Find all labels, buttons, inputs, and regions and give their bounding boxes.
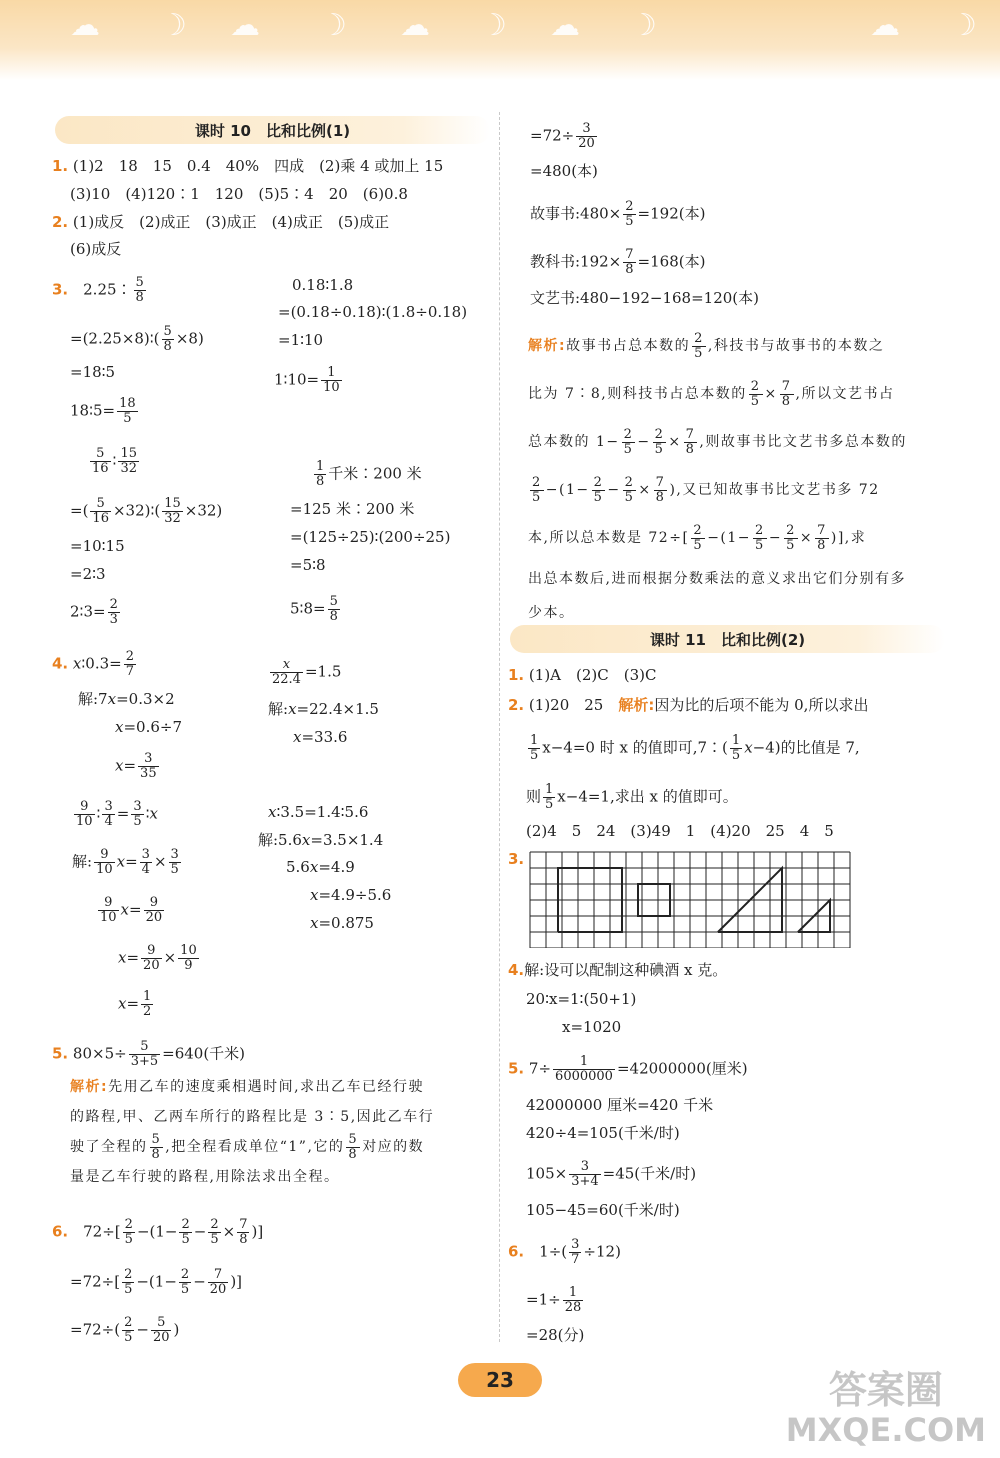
math-text: 1÷ [539, 1242, 562, 1261]
q3-line8: =2∶3 [70, 565, 106, 583]
analysis-text: 驶了全程的 [70, 1139, 148, 1155]
q4c-line2: 解:5.6x=3.5×1.4 [258, 831, 384, 849]
q4-line9: x= $\frac{1}{2}$ [118, 989, 152, 1019]
moon-icon: ☽ [480, 8, 507, 43]
math-text: 教科书:192× [530, 252, 622, 271]
l11-q5-line5: 105−45=60(千米/时) [526, 1201, 680, 1219]
q4-line7: $\frac{9}{10}$ x= $\frac{9}{20}$ [100, 895, 163, 925]
cloud-icon: ☁ [70, 8, 100, 43]
analysis-text: 量是乙车行驶的路程,用除法求出全程。 [70, 1169, 340, 1185]
question-number: 2. [52, 213, 69, 231]
question-number: 3. [508, 850, 525, 868]
l11-q4-line3: x=1020 [562, 1018, 622, 1036]
cloud-icon: ☁ [230, 8, 260, 43]
analysis-label: 解析: [618, 696, 655, 714]
header-banner [0, 0, 1000, 80]
l11-q1 [508, 666, 656, 684]
analysis-label: 解析: [70, 1079, 109, 1095]
l11-q2-line4: (2)4 5 24 (3)49 1 (4)20 25 4 5 [526, 822, 834, 840]
question-number: 4. [52, 654, 69, 673]
q5-analysis: 解析:先用乙车的速度乘相遇时间,求出乙车已经行驶 的路程,甲、乙两车所行的路程比是 3∶5,因此乙车行 驶了全程的 $\frac{5}{8}$ ,把全程看成单位“1”,它的 $\frac{5}{8}$ 对应的数 量是乙车行驶的路程,用除法求出全程。 [70, 1072, 490, 1192]
question-number: 4. [508, 961, 525, 979]
q4c-line5: x=0.875 [310, 914, 374, 932]
analysis-text: 少本。 [528, 605, 575, 621]
q3c-line1: $\frac{1}{8}$ 千米∶200 米 [316, 459, 422, 489]
analysis-text: 的路程,甲、乙两车所行的路程比是 3∶5,因此乙车行 [70, 1109, 435, 1125]
q2-line1 [52, 213, 389, 231]
l11-q3 [508, 850, 524, 868]
lesson-title-text: 课时 10 比和比例(1) [194, 121, 351, 140]
analysis-text: ,又已知故事书比文艺书多 72 [676, 482, 880, 498]
answer-text: (1)成反 (2)成正 (3)成正 (4)成正 (5)成正 [72, 213, 390, 231]
column-divider [499, 112, 500, 1342]
q4-line3: x=0.6÷7 [115, 718, 183, 736]
lesson-10-title [55, 116, 490, 144]
q3-line7: =10∶15 [70, 537, 125, 555]
q3b-line3: =1∶10 [278, 331, 324, 349]
l11-q4-line1 [508, 961, 727, 979]
q2-line2: (6)成反 [70, 240, 122, 258]
l11-q6-line1: 6. 1÷( $\frac{3}{7}$ ÷12) [508, 1237, 621, 1267]
right-line3: 故事书:480× $\frac{2}{5}$ =192(本) [530, 199, 706, 229]
math-text: =1÷ [526, 1290, 561, 1309]
right-line5: 文艺书:480−192−168=120(本) [530, 289, 759, 307]
analysis-text: ,所以文艺书占 [795, 386, 895, 402]
moon-icon: ☽ [160, 8, 187, 43]
right-line4: 教科书:192× $\frac{7}{8}$ =168(本) [530, 247, 706, 277]
q3-line5: $\frac{5}{16}$ ∶ $\frac{15}{32}$ [92, 446, 137, 476]
q3-line3: =18∶5 [70, 363, 116, 381]
watermark-url: MXQE.COM [785, 1411, 986, 1449]
question-number: 3. [52, 280, 69, 299]
q4-line6: 解: $\frac{9}{10}$ x= $\frac{3}{4}$ × $\frac{3}{5}$ [72, 847, 179, 877]
analysis-text: 先用乙车的速度乘相遇时间,求出乙车已经行驶 [108, 1079, 425, 1095]
analysis-text: 对应的数 [362, 1139, 425, 1155]
analysis-text: x−4=1,求出 x 的值即可。 [557, 787, 738, 806]
q1-line1 [52, 157, 443, 175]
math-text: =42000000(厘米) [616, 1059, 748, 1078]
l11-q6-line2: =1÷ $\frac{1}{28}$ [526, 1285, 582, 1315]
q3c-line5: 5∶8= $\frac{5}{8}$ [290, 594, 338, 624]
q4c-line4: x=4.9÷5.6 [310, 886, 392, 904]
moon-icon: ☽ [320, 8, 347, 43]
math-text: 故事书:480× [530, 204, 622, 223]
analysis-text: 本,所以总本数是 72÷ [528, 530, 683, 546]
analysis-text: ,求 [844, 530, 867, 546]
l11-q6-line3: =28(分) [526, 1326, 585, 1344]
answer-text: =640(千米) [162, 1044, 246, 1063]
analysis-text: x−4=0 时 x 的值即可,7∶ [542, 738, 723, 757]
analysis-text: 出总本数后,进而根据分数乘法的意义求出它们分别有多 [528, 571, 906, 587]
q6-line2: =72÷[ $\frac{2}{5}$ −(1− $\frac{2}{5}$ − $\frac{7}{20}$ )] [70, 1267, 243, 1297]
answer-text: (1)20 25 [528, 696, 604, 714]
q3c-line4: =5∶8 [290, 556, 326, 574]
moon-icon: ☽ [630, 8, 657, 43]
answer-text: (1)A (2)C (3)C [528, 666, 657, 684]
l11-q5-line3: 420÷4=105(千米/时) [526, 1124, 680, 1142]
drawing-grid [526, 851, 854, 948]
question-number: 5. [508, 1059, 525, 1078]
l11-q5-line2: 42000000 厘米=420 千米 [526, 1096, 714, 1114]
analysis-label: 解析: [528, 338, 567, 354]
q6-line1: 6. 72÷[ $\frac{2}{5}$ −(1− $\frac{2}{5}$ − $\frac{2}{5}$ × $\frac{7}{8}$ )] [52, 1217, 264, 1247]
cloud-icon: ☁ [400, 8, 430, 43]
question-number: 1. [508, 666, 525, 684]
watermark [786, 1370, 986, 1450]
math-text: =168(本) [637, 252, 706, 271]
answer-text: 解:设可以配制这种碘酒 x 克。 [524, 961, 728, 979]
analysis-text: ,科技书与故事书的本数之 [707, 338, 885, 354]
math-text: 105× [526, 1164, 568, 1183]
l11-q5-line1: 5. 7÷ $\frac{1}{6000000}$ =42000000(厘米) [508, 1054, 748, 1084]
right-line1: =72÷ $\frac{3}{20}$ [530, 121, 595, 151]
q3-line6: =( $\frac{5}{16}$ ×32)∶( $\frac{15}{32}$ ×32) [70, 496, 223, 526]
right-analysis: 解析:故事书占总本数的 $\frac{2}{5}$ ,科技书与故事书的本数之 比为 7∶8,则科技书占总本数的 $\frac{2}{5}$ × $\frac{7}{8}$ ,所以文艺书占 总本数的 1− $\frac{2}{5}$ − $\frac{2}{5}$ × $\frac{7}{8}$ ,则故事书比文艺书多总本数的 $\frac{2}{5}$ −(1− $\frac{2}{5}$ − $\frac{2}{5}$ × $\frac{7}{8}$ ),又已知故事书比文艺书多 72 本,所以总本数是 72÷[ $\frac{2}{5}$ −(1− $\frac{2}{5}$ − $\frac{2}{5}$ × $\frac{7}{8}$ )],求 出总本数后,进而根据分数乘法的意义求出它们分别有多 少本。 [528, 322, 948, 630]
answer-text: (1)2 18 15 0.4 40% 四成 (2)乘 4 或加上 15 [72, 157, 444, 175]
right-line2: =480(本) [530, 162, 598, 180]
analysis-text: 的比值是 7, [780, 738, 860, 757]
analysis-text: 因为比的后项不能为 0,所以求出 [654, 696, 869, 714]
l11-q4-line2: 20∶x=1∶(50+1) [526, 990, 637, 1008]
q6-line3: =72÷( $\frac{2}{5}$ − $\frac{5}{20}$ ) [70, 1315, 180, 1345]
analysis-text: 则 [526, 787, 542, 806]
q3c-line2: =125 米∶200 米 [290, 500, 415, 518]
q4-line1: 4. x∶0.3= $\frac{2}{7}$ [52, 649, 134, 679]
moon-icon: ☽ [950, 8, 977, 43]
math-text: =72÷ [530, 126, 575, 145]
analysis-text: 比为 7∶8,则科技书占总本数的 [528, 386, 747, 402]
question-number: 1. [52, 157, 69, 175]
q4b-line2: 解:x=22.4×1.5 [268, 700, 379, 718]
cloud-icon: ☁ [870, 8, 900, 43]
math-text: =192(本) [637, 204, 706, 223]
watermark-logo-text: 答案圈 [828, 1368, 943, 1412]
question-number: 6. [508, 1242, 525, 1261]
analysis-text: ,把全程看成单位“1”,它的 [165, 1139, 345, 1155]
q5-line1: 5. 80×5÷ $\frac{5}{3+5}$ =640(千米) [52, 1039, 246, 1069]
math-text: 7÷ [528, 1059, 552, 1078]
question-number: 2. [508, 696, 525, 714]
analysis-text: 故事书占总本数的 [566, 338, 691, 354]
q3-line2: =(2.25×8)∶( $\frac{5}{8}$ ×8) [70, 324, 204, 354]
l11-q5-line4: 105× $\frac{3}{3+4}$ =45(千米/时) [526, 1159, 697, 1189]
q4-line8: x= $\frac{9}{20}$ × $\frac{10}{9}$ [118, 943, 197, 973]
page-number: 23 [458, 1363, 542, 1397]
q4c-line1: x∶3.5=1.4∶5.6 [268, 803, 369, 821]
q3b-line2: =(0.18÷0.18)∶(1.8÷0.18) [278, 303, 468, 321]
q4-line5: $\frac{9}{10}$ ∶ $\frac{3}{4}$ = $\frac{3}{5}$ ∶x [76, 799, 158, 829]
analysis-text: 总本数的 1− [528, 434, 620, 450]
q4b-line1: $\frac{x}{22.4}$ =1.5 [272, 657, 342, 687]
q4b-line3: x=33.6 [293, 728, 348, 746]
q1-line2: (3)10 (4)120∶1 120 (5)5∶4 20 (6)0.8 [70, 185, 408, 203]
lesson-11-title [510, 625, 945, 653]
question-number: 6. [52, 1222, 69, 1241]
l11-q2-line1 [508, 696, 868, 714]
q3-line4: 18∶5= $\frac{18}{5}$ [70, 396, 136, 426]
q3b-line4: 1∶10= $\frac{1}{10}$ [274, 365, 340, 395]
lesson-title-text: 课时 11 比和比例(2) [649, 630, 806, 649]
q4-line4: x= $\frac{3}{35}$ [115, 751, 157, 781]
question-number: 5. [52, 1044, 69, 1063]
q3b-line1: 0.18∶1.8 [292, 276, 354, 294]
q3-line1: 3. 2.25∶ $\frac{5}{8}$ [52, 275, 144, 305]
q3-line9: 2∶3= $\frac{2}{3}$ [70, 597, 118, 627]
l11-q2-line2: $\frac{1}{5}$ x−4=0 时 x 的值即可,7∶( $\frac{1}{5}$ x−4)的比值是 7, [530, 733, 860, 763]
cloud-icon: ☁ [550, 8, 580, 43]
q4c-line3: 5.6x=4.9 [286, 858, 355, 876]
analysis-text: ,则故事书比文艺书多总本数的 [699, 434, 907, 450]
l11-q2-line3: 则 $\frac{1}{5}$ x−4=1,求出 x 的值即可。 [526, 782, 738, 812]
q4-line2: 解:7x=0.3×2 [78, 690, 175, 708]
math-text: =45(千米/时) [602, 1164, 697, 1183]
q3c-line3: =(125÷25)∶(200÷25) [290, 528, 451, 546]
